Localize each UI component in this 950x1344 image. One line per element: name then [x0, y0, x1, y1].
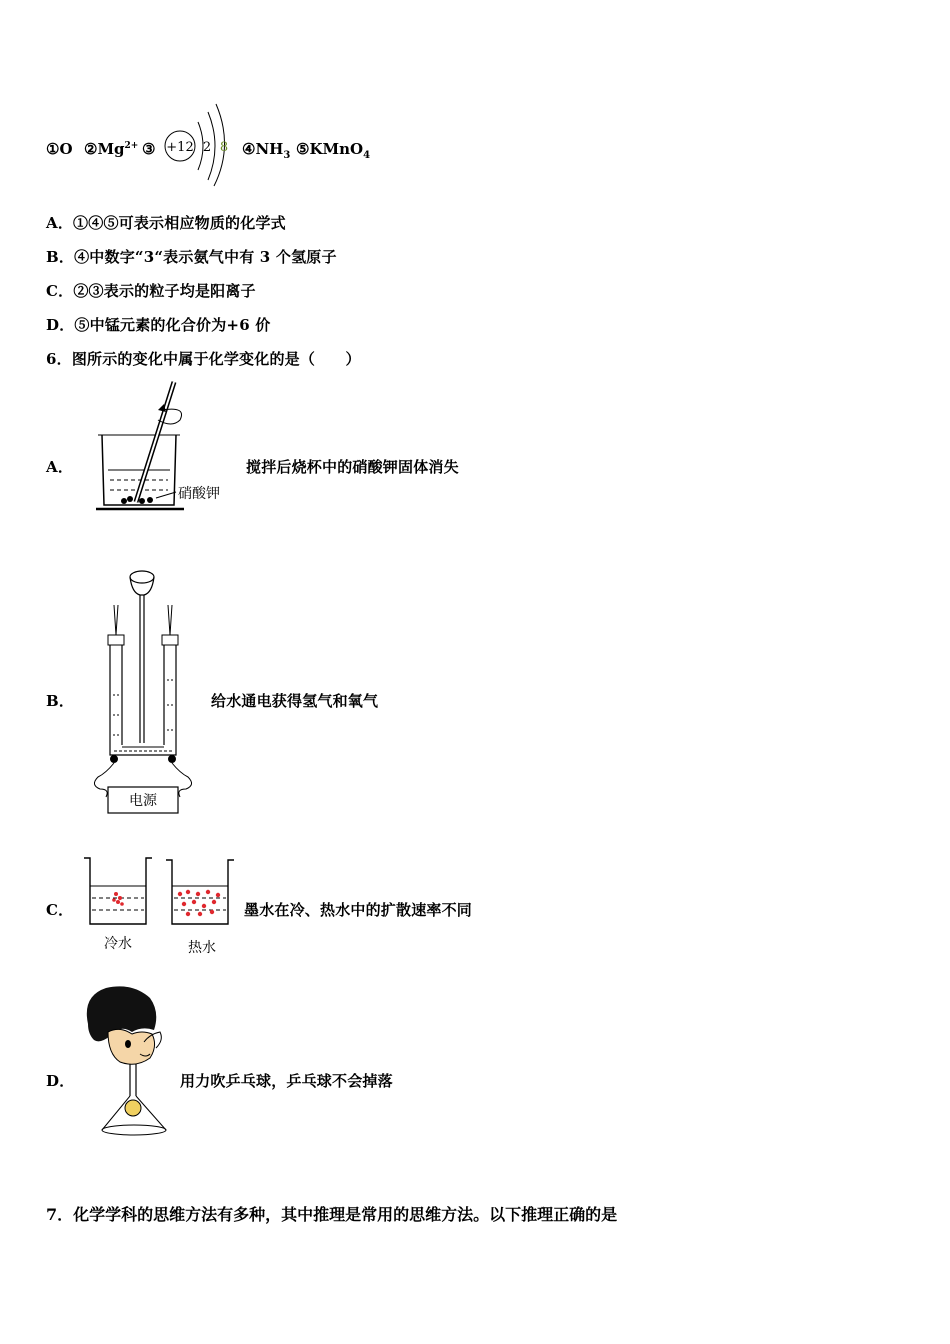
q5-option-c: C．②③表示的粒子均是阳离子	[46, 282, 256, 300]
q6-stem: 6．图所示的变化中属于化学变化的是（ ）	[46, 350, 361, 368]
ink-diffusion-figure	[80, 852, 240, 958]
symbol-2: $②Mg^{2+}$	[84, 140, 139, 158]
q6-option-d-letter: D．	[46, 1072, 75, 1090]
q7-stem: 7．化学学科的思维方法有多种，其中推理是常用的思维方法。以下推理正确的是	[46, 1205, 618, 1224]
q6-option-b-letter: B．	[46, 692, 75, 710]
symbol-1: ①O	[46, 140, 73, 158]
boy-blowing-pingpong-figure	[80, 984, 180, 1144]
q6-option-b-text: 给水通电获得氢气和氧气	[211, 692, 379, 710]
symbol-4: $④NH_3$	[242, 140, 291, 161]
q6-option-c-letter: C．	[46, 901, 74, 919]
q5-option-a: A．①④⑤可表示相应物质的化学式	[46, 214, 286, 232]
nucleus-charge: +12	[166, 140, 194, 155]
shell-2-electrons: 8	[219, 140, 229, 155]
q6-option-a-letter: A．	[46, 458, 74, 476]
symbol-3-marker: ③	[142, 140, 156, 158]
fig-a-label: 硝酸钾	[178, 486, 220, 502]
symbol-5: ⑤KMnO$_4$	[296, 140, 371, 161]
hot-water-label: 热水	[188, 940, 216, 956]
cold-water-label: 冷水	[104, 936, 132, 952]
electrolysis-apparatus-figure	[84, 565, 204, 820]
mg-ion-structure-diagram	[160, 100, 240, 190]
q6-option-c-text: 墨水在冷、热水中的扩散速率不同	[244, 901, 473, 919]
q6-option-a-text: 搅拌后烧杯中的硝酸钾固体消失	[246, 458, 459, 476]
shell-1-electrons: 2	[202, 140, 212, 155]
q5-option-d: D．⑤中锰元素的化合价为+6 价	[46, 316, 271, 334]
beaker-stirring-figure	[92, 380, 242, 515]
q5-option-b: B．④中数字“3“表示氨气中有 3 个氢原子	[46, 248, 337, 266]
power-source-label: 电源	[129, 793, 157, 809]
q6-option-d-text: 用力吹乒乓球，乒乓球不会掉落	[180, 1072, 393, 1090]
